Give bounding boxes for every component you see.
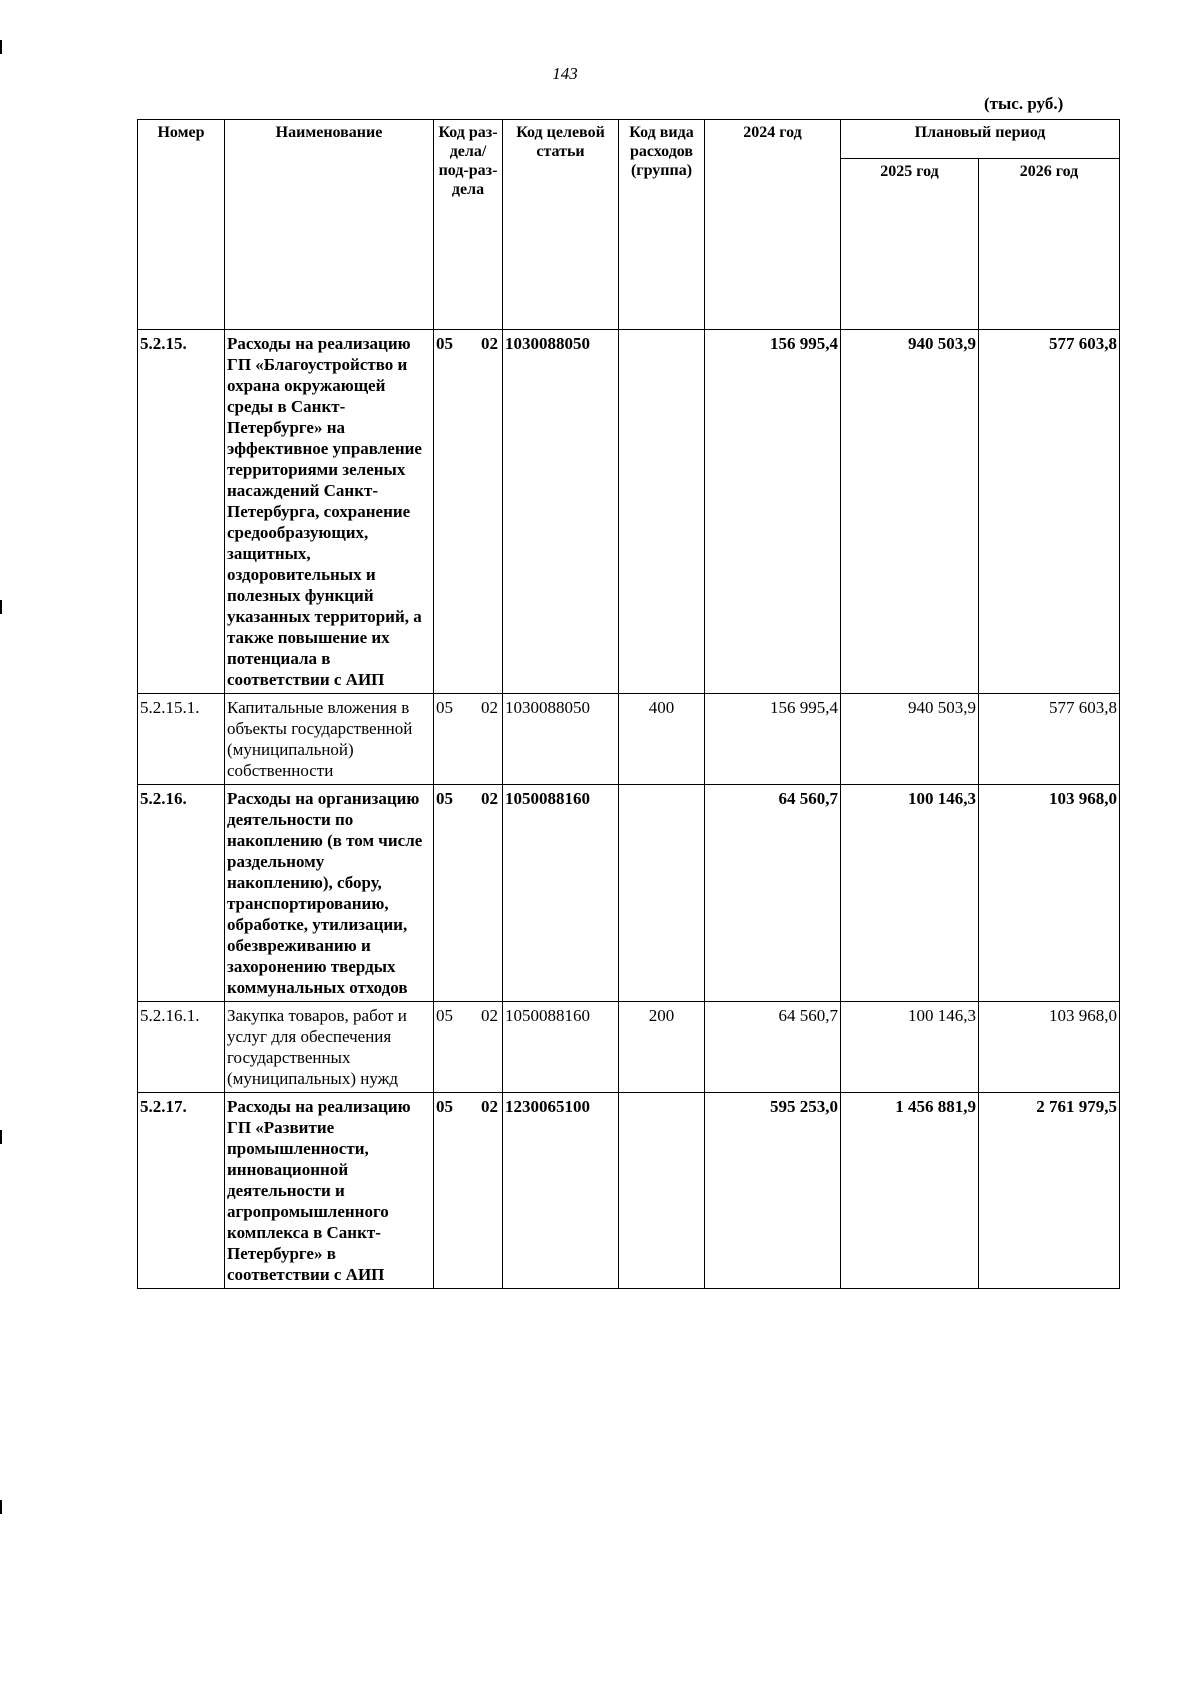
table-row <box>138 1093 1120 1289</box>
row-podrazdel: 02 <box>481 1097 498 1116</box>
row-amount-2025: 940 503,9 <box>841 330 979 694</box>
row-name: Расходы на организацию деятельности по накоплению (в том числе раздельному накоплению), сбору, транспортированию, обработке, утилизации, обезвреживанию и захоронению твердых коммунальных отходов <box>225 785 434 1002</box>
row-amount-2025: 1 456 881,9 <box>841 1093 979 1289</box>
header-razdel: Код раз-дела/ под-раз-дела <box>434 120 503 330</box>
row-amount-2024: 64 560,7 <box>705 1002 841 1093</box>
row-amount-2024: 156 995,4 <box>705 694 841 785</box>
row-kind-code <box>619 1093 705 1289</box>
row-podrazdel: 02 <box>481 334 498 353</box>
row-amount-2026: 577 603,8 <box>979 694 1120 785</box>
table-row <box>138 694 1120 785</box>
header-year-2025: 2025 год <box>841 159 979 330</box>
budget-table <box>137 119 1120 1289</box>
table-row <box>138 785 1120 1002</box>
row-razdel: 05 <box>436 698 453 717</box>
header-year-2024: 2024 год <box>705 120 841 330</box>
row-name: Капитальные вложения в объекты государственной (муниципальной) собственности <box>225 694 434 785</box>
row-razdel: 05 <box>436 1006 453 1025</box>
row-amount-2026: 577 603,8 <box>979 330 1120 694</box>
row-razdel-cell <box>434 785 503 1002</box>
table-row <box>138 1002 1120 1093</box>
units-label: (тыс. руб.) <box>984 94 1064 113</box>
row-target-code: 1050088160 <box>503 1002 619 1093</box>
row-name: Расходы на реализацию ГП «Развитие промышленности, инновационной деятельности и агропромышленного комплекса в Санкт-Петербурге» в соответствии с АИП <box>225 1093 434 1289</box>
row-target-code: 1050088160 <box>503 785 619 1002</box>
page-number: 143 <box>552 64 578 83</box>
row-podrazdel: 02 <box>481 1006 498 1025</box>
header-row <box>138 120 1120 159</box>
row-razdel: 05 <box>436 789 453 808</box>
table-row <box>138 330 1120 694</box>
row-amount-2026: 103 968,0 <box>979 1002 1120 1093</box>
row-amount-2026: 2 761 979,5 <box>979 1093 1120 1289</box>
header-year-2026: 2026 год <box>979 159 1120 330</box>
row-amount-2025: 940 503,9 <box>841 694 979 785</box>
row-target-code: 1230065100 <box>503 1093 619 1289</box>
row-name: Закупка товаров, работ и услуг для обеспечения государственных (муниципальных) нужд <box>225 1002 434 1093</box>
row-podrazdel: 02 <box>481 789 498 808</box>
header-kind: Код вида расходов (группа) <box>619 120 705 330</box>
row-amount-2024: 156 995,4 <box>705 330 841 694</box>
row-kind-code <box>619 785 705 1002</box>
table-body <box>138 330 1120 1289</box>
row-target-code: 1030088050 <box>503 694 619 785</box>
header-name: Наименование <box>225 120 434 330</box>
row-razdel: 05 <box>436 1097 453 1116</box>
row-amount-2025: 100 146,3 <box>841 785 979 1002</box>
header-target: Код целевой статьи <box>503 120 619 330</box>
row-razdel-cell <box>434 1002 503 1093</box>
row-number: 5.2.15.1. <box>138 694 225 785</box>
row-razdel-cell <box>434 694 503 785</box>
row-razdel: 05 <box>436 334 453 353</box>
row-razdel-cell <box>434 330 503 694</box>
row-amount-2025: 100 146,3 <box>841 1002 979 1093</box>
row-number: 5.2.16. <box>138 785 225 1002</box>
row-amount-2024: 64 560,7 <box>705 785 841 1002</box>
row-number: 5.2.16.1. <box>138 1002 225 1093</box>
header-plan-period: Плановый период <box>841 120 1120 159</box>
row-podrazdel: 02 <box>481 698 498 717</box>
header-number: Номер <box>138 120 225 330</box>
row-name: Расходы на реализацию ГП «Благоустройство и охрана окружающей среды в Санкт-Петербурге» на эффективное управление территориями зеленых насаждений Санкт-Петербурга, сохранение средообразующих, защитных, оздоровительных и полезных функций указанных территорий, а также повышение их потенциала в соответствии с АИП <box>225 330 434 694</box>
row-number: 5.2.15. <box>138 330 225 694</box>
row-kind-code: 200 <box>619 1002 705 1093</box>
row-target-code: 1030088050 <box>503 330 619 694</box>
row-number: 5.2.17. <box>138 1093 225 1289</box>
row-kind-code: 400 <box>619 694 705 785</box>
row-amount-2026: 103 968,0 <box>979 785 1120 1002</box>
row-amount-2024: 595 253,0 <box>705 1093 841 1289</box>
row-razdel-cell <box>434 1093 503 1289</box>
row-kind-code <box>619 330 705 694</box>
